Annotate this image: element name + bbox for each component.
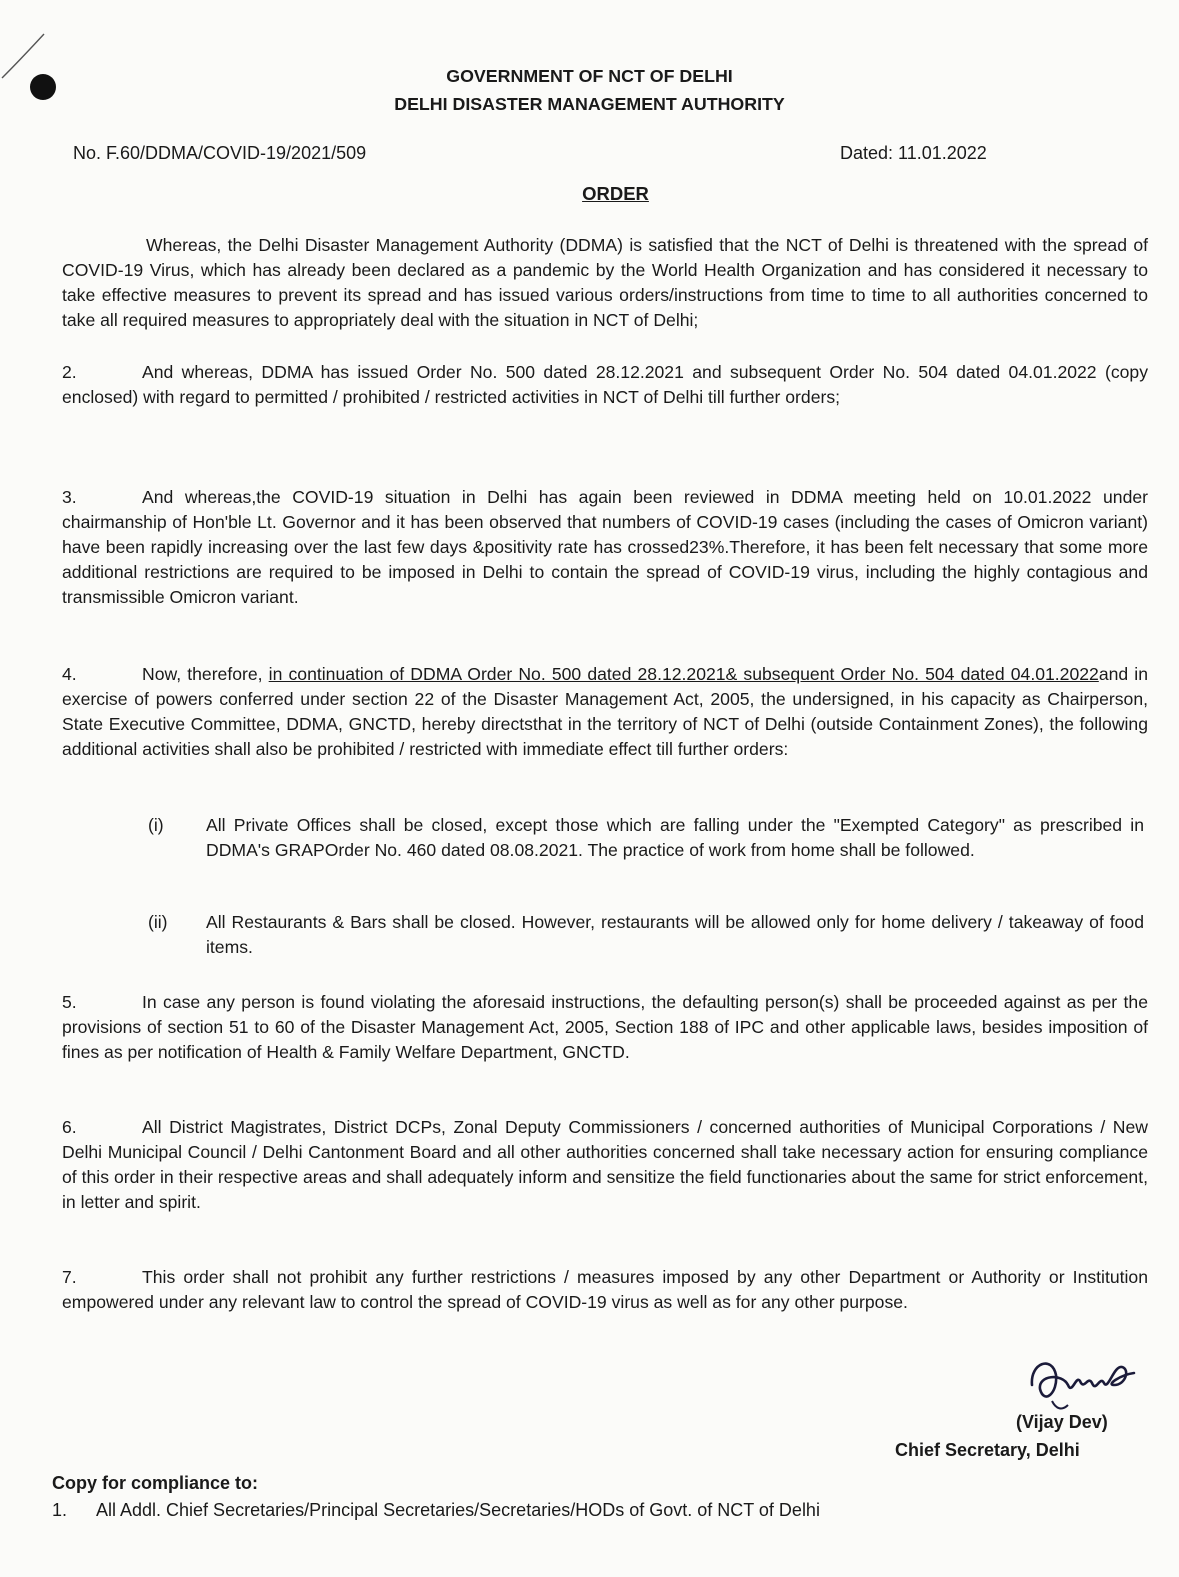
item-i-text: All Private Offices shall be closed, except those which are falling under the "Exempted Category" as prescribed in DDMA's GRAPOrder No. 460 dated 08.08.2021. The practice of work from home shall be followed. bbox=[206, 815, 1144, 860]
paragraph-7-text: This order shall not prohibit any further restrictions / measures imposed by any other Department or Authority or Institution empowered under any relevant law to control the spread of COVID-19 virus as well as for any other purpose. bbox=[62, 1267, 1148, 1312]
paragraph-4-pre: Now, therefore, bbox=[142, 664, 269, 684]
item-i bbox=[148, 813, 1144, 863]
paragraph-5 bbox=[62, 990, 1148, 1065]
order-number: No. F.60/DDMA/COVID-19/2021/509 bbox=[73, 143, 367, 163]
copy-item-1 bbox=[52, 1500, 1152, 1521]
item-ii-text: All Restaurants & Bars shall be closed. However, restaurants will be allowed only for home delivery / takeaway of food items. bbox=[206, 912, 1144, 957]
paragraph-3-text: And whereas,the COVID-19 situation in Delhi has again been reviewed in DDMA meeting held on 10.01.2022 under chairmanship of Hon'ble Lt. Governor and it has been observed that numbers of COVID-19 cases (including the cases of Omicron variant) have been rapidly increasing over the last few days &positivity rate has crossed23%.Therefore, it has been felt necessary that some more additional restrictions are required to be imposed in Delhi to contain the spread of COVID-19 virus, including the highly contagious and transmissible Omicron variant. bbox=[62, 487, 1148, 607]
government-heading: GOVERNMENT OF NCT OF DELHI bbox=[446, 66, 733, 86]
item-ii-label: (ii) bbox=[148, 912, 168, 932]
paragraph-6-number: 6. bbox=[62, 1117, 77, 1137]
paragraph-2-text: And whereas, DDMA has issued Order No. 500 dated 28.12.2021 and subsequent Order No. 504 dated 04.01.2022 (copy enclosed) with regard to permitted / prohibited / restricted activities in NCT of Delhi till further orders; bbox=[62, 362, 1148, 407]
order-date: Dated: 11.01.2022 bbox=[840, 143, 987, 163]
paragraph-5-number: 5. bbox=[62, 992, 77, 1012]
paragraph-6 bbox=[62, 1115, 1148, 1215]
paragraph-1: Whereas, the Delhi Disaster Management Authority (DDMA) is satisfied that the NCT of Delhi is threatened with the spread of COVID-19 Virus, which has already been declared as a pandemic by the World Health Organization and has considered it necessary to take effective measures to prevent its spread and has issued various orders/instructions from time to time to all authorities concerned to take all required measures to appropriately deal with the situation in NCT of Delhi; bbox=[62, 235, 1148, 330]
item-i-label: (i) bbox=[148, 815, 164, 835]
paragraph-6-text: All District Magistrates, District DCPs, Zonal Deputy Commissioners / concerned authorities of Municipal Corporations / New Delhi Municipal Council / Delhi Cantonment Board and all other authorities concerned shall take necessary action for ensuring compliance of this order in their respective areas and shall adequately inform and sensitize the field functionaries about the same for strict enforcement, in letter and spirit. bbox=[62, 1117, 1148, 1212]
paragraph-3-number: 3. bbox=[62, 487, 77, 507]
signature-image bbox=[1022, 1345, 1142, 1415]
paragraph-4-underlined: in continuation of DDMA Order No. 500 dated 28.12.2021& subsequent Order No. 504 dated 04.01.2022 bbox=[268, 664, 1099, 684]
signatory-designation: Chief Secretary, Delhi bbox=[895, 1440, 1080, 1460]
paragraph-3 bbox=[62, 485, 1148, 610]
paragraph-7 bbox=[62, 1265, 1148, 1315]
paragraph-2-number: 2. bbox=[62, 362, 77, 382]
paragraph-7-number: 7. bbox=[62, 1267, 77, 1287]
paragraph-2 bbox=[62, 360, 1148, 410]
order-title: ORDER bbox=[582, 183, 649, 204]
item-ii bbox=[148, 910, 1144, 960]
signatory-name: (Vijay Dev) bbox=[1016, 1412, 1108, 1432]
paragraph-5-text: In case any person is found violating the aforesaid instructions, the defaulting person(s) shall be proceeded against as per the provisions of section 51 to 60 of the Disaster Management Act, 2005, Section 188 of IPC and other applicable laws, besides imposition of fines as per notification of Health & Family Welfare Department, GNCTD. bbox=[62, 992, 1148, 1062]
authority-heading: DELHI DISASTER MANAGEMENT AUTHORITY bbox=[394, 94, 785, 114]
paragraph-4-number: 4. bbox=[62, 664, 77, 684]
copy-heading: Copy for compliance to: bbox=[52, 1473, 259, 1493]
copy-item-1-number: 1. bbox=[52, 1500, 68, 1520]
paragraph-4 bbox=[62, 662, 1148, 762]
paragraph-4-post: and in exercise of powers conferred under section 22 of the Disaster Management Act, 2005, the undersigned, in his capacity as Chairperson, State Executive Committee, DDMA, GNCTD, hereby directsthat in the territory of NCT of Delhi (outside Containment Zones), the following additional activities shall also be prohibited / restricted with immediate effect till further orders: bbox=[62, 664, 1148, 759]
copy-item-1-text: All Addl. Chief Secretaries/Principal Secretaries/Secretaries/HODs of Govt. of NCT of Delhi bbox=[96, 1500, 820, 1520]
